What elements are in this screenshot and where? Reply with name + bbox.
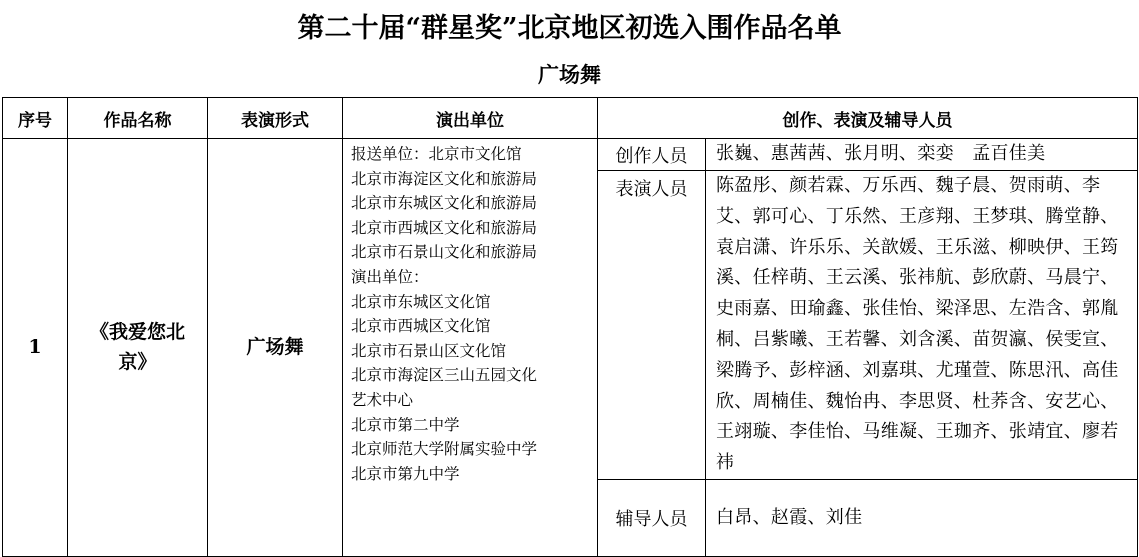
header-work-name: 作品名称: [68, 98, 208, 139]
page-title: 第二十届“群星奖”北京地区初选入围作品名单: [297, 13, 842, 44]
creators-label: 创作人员: [598, 139, 706, 171]
table-row: [3, 139, 1138, 171]
cell-units: [343, 139, 598, 557]
unit-line: 演出单位：: [351, 267, 429, 286]
unit-line: 北京市东城区文化和旅游局: [351, 194, 538, 213]
unit-line: 北京市海淀区文化和旅游局: [351, 169, 538, 188]
performers-list: 陈盈彤、颜若霖、万乐西、魏子晨、贺雨萌、李艾、郭可心、丁乐然、王彦翔、王梦琪、腾堂静、袁启潇、许乐乐、关歆媛、王乐滋、柳映伊、王筠溪、任梓萌、王云溪、张祎航、彭欣蔚、马晨宁、史雨嘉、田瑜鑫、张佳怡、梁泽思、左浩含、郭胤桐、吕紫曦、王若馨、刘含溪、苗贺瀛、侯雯宣、梁腾予、彭梓涵、刘嘉琪、尤瑾萱、陈思汛、高佳欣、周楠佳、魏怡冉、李思贤、杜荞含、安艺心、王翊璇、李佳怡、马维凝、王珈齐、张靖宜、廖若祎: [706, 171, 1138, 480]
creators-list: 张巍、惠茜茜、张月明、栾娈 孟百佳美: [706, 139, 1138, 171]
unit-line: 北京市第二中学: [351, 415, 460, 434]
table-header-row: [3, 98, 1138, 139]
unit-line: 报送单位：北京市文化馆: [351, 145, 522, 163]
unit-line: 北京市西城区文化馆: [351, 317, 491, 336]
category-subtitle: 广场舞: [538, 62, 601, 87]
unit-line: 北京市东城区文化馆: [351, 292, 491, 311]
cell-no: 1: [3, 139, 68, 557]
cell-work-name: 《我爱您北京》: [68, 139, 208, 557]
header-personnel: 创作、表演及辅导人员: [598, 98, 1138, 139]
unit-line: 北京市石景山文化和旅游局: [351, 243, 538, 262]
header-no: 序号: [3, 98, 68, 139]
nominee-table: [2, 97, 1138, 557]
performers-label: 表演人员: [598, 171, 706, 480]
header-unit: 演出单位: [343, 98, 598, 139]
cell-form: 广场舞: [208, 139, 343, 557]
unit-line: 北京市海淀区三山五园文化: [351, 366, 538, 385]
coaches-label: 辅导人员: [598, 479, 706, 556]
unit-line: 北京师范大学附属实验中学: [351, 440, 538, 459]
unit-line: 北京市西城区文化和旅游局: [351, 218, 538, 237]
header-form: 表演形式: [208, 98, 343, 139]
coaches-list: 白昂、赵霞、刘佳: [706, 479, 1138, 556]
unit-line: 北京市石景山区文化馆: [351, 341, 507, 360]
unit-line: 北京市第九中学: [351, 464, 460, 483]
unit-line: 艺术中心: [351, 390, 414, 409]
